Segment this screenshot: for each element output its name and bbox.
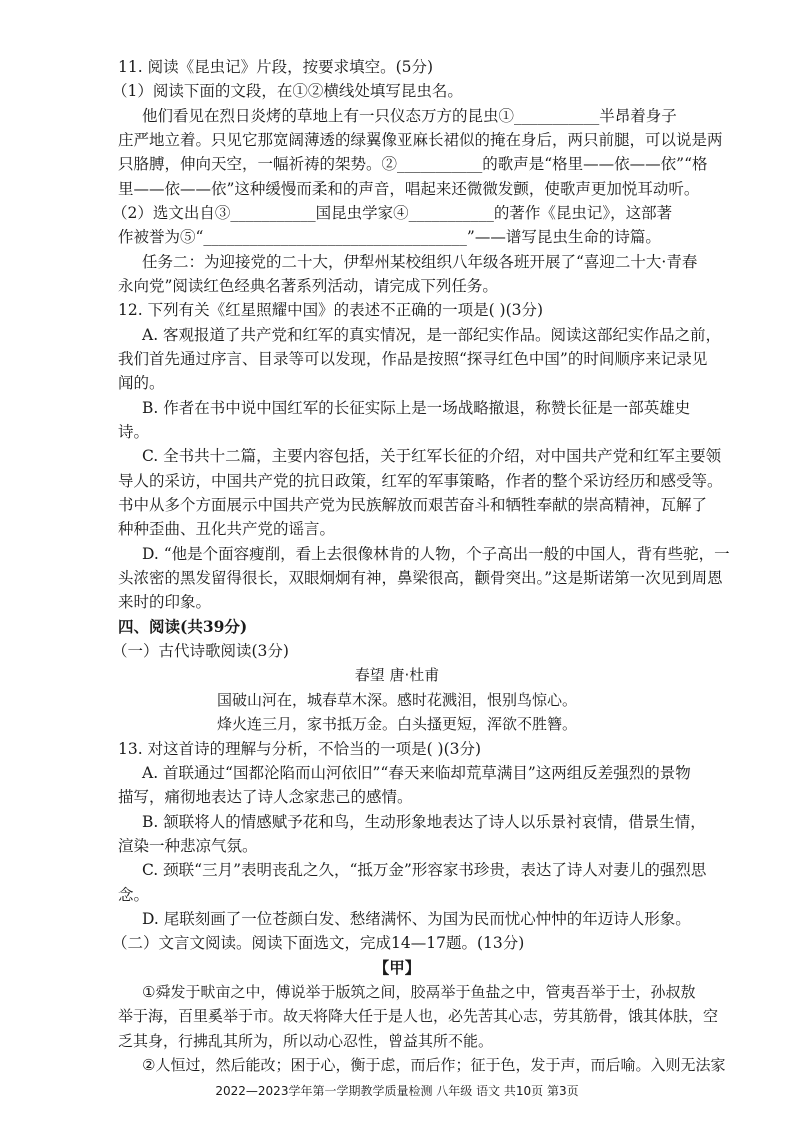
text-line: C. 颈联“三月”表明丧乱之久，“抵万金”形容家书珍贵，表达了诗人对妻儿的强烈思 [142, 861, 707, 879]
text-line: 春望 唐·杜甫 [354, 666, 440, 684]
text-line: 举于海，百里奚举于市。故天将降大任于是人也，必先苦其心志，劳其筋骨，饿其体肤，空 [118, 1007, 719, 1025]
text-line: 13. 对这首诗的理解与分析，不恰当的一项是( )(3分) [118, 740, 482, 758]
page-footer: 2022—2023学年第一学期教学质量检测 八年级 语文 共10页 第3页 [215, 1084, 579, 1098]
text-line: 来时的印象。 [118, 593, 212, 611]
text-line: 国破山河在，城春草木深。感时花溅泪，恨别鸟惊心。 [216, 691, 577, 709]
text-line: 种种歪曲、丑化共产党的谣言。 [118, 520, 336, 538]
text-line: A. 首联通过“国都沦陷而山河依旧”“春天来临却荒草满目”这两组反差强烈的景物 [142, 764, 691, 782]
text-line: 【甲】 [373, 958, 421, 977]
text-line: 导人的采访，中国共产党的抗日政策，红军的军事策略，作者的整个采访经历和感受等。 [118, 472, 723, 490]
text-line: （2）选文出自③___________国昆虫学家④___________的著作《昆虫记》，这部著 [112, 204, 673, 222]
text-line: 头浓密的黑发留得很长，双眼炯炯有神，鼻梁很高，颧骨突出。”这是斯诺第一次见到周恩 [118, 569, 723, 587]
text-line: 11. 阅读《昆虫记》片段，按要求填空。(5分) [118, 58, 434, 76]
text-line: （二）文言文阅读。阅读下面选文，完成14—17题。(13分) [112, 934, 525, 952]
text-line: 描写，痛彻地表达了诗人念家悲己的感情。 [118, 788, 413, 806]
text-line: 我们首先通过序言、目录等可以发现，作品是按照“探寻红色中国”的时间顺序来记录见 [118, 350, 708, 368]
text-line: 渲染一种悲凉气氛。 [118, 837, 258, 855]
text-line: 闻的。 [118, 374, 165, 392]
text-line: D. “他是个面容瘦削，看上去很像林肯的人物，个子高出一般的中国人，背有些驼，一 [142, 545, 730, 563]
text-line: 永向党”阅读红色经典名著系列活动，请完成下列任务。 [118, 277, 498, 295]
text-line: 12. 下列有关《红星照耀中国》的表述不正确的一项是( )(3分) [118, 301, 544, 319]
text-line: B. 颔联将人的情感赋予花和鸟，生动形象地表达了诗人以乐景衬哀情，借景生情， [142, 813, 706, 831]
text-line: ②人恒过，然后能改；困于心，衡于虑，而后作；征于色，发于声，而后喻。入则无法家 [142, 1056, 726, 1074]
text-line: 诗。 [118, 423, 150, 441]
text-line: 书中从多个方面展示中国共产党为民族解放而艰苦奋斗和牺牲奉献的崇高精神，瓦解了 [118, 496, 708, 514]
text-line: 里——依——依”这种缓慢而柔和的声音，唱起来还微微发颤，使歌声更加悦耳动听。 [118, 180, 700, 198]
text-line: 任务二：为迎接党的二十大，伊犁州某校组织八年级各班开展了“喜迎二十大·青春 [142, 253, 698, 271]
text-line: ①舜发于畎亩之中，傅说举于版筑之间，胶鬲举于鱼盐之中，管夷吾举于士，孙叔敖 [142, 983, 696, 1001]
text-line: D. 尾联刻画了一位苍颜白发、愁绪满怀、为国为民而忧心忡忡的年迈诗人形象。 [142, 910, 691, 928]
text-line: （一）古代诗歌阅读(3分) [112, 642, 289, 660]
text-line: 念。 [118, 886, 150, 904]
text-line: 烽火连三月，家书抵万金。白头搔更短，浑欲不胜簪。 [216, 715, 577, 733]
text-line: A. 客观报道了共产党和红军的真实情况，是一部纪实作品。阅读这部纪实作品之前， [142, 326, 722, 344]
text-line: 乏其身，行拂乱其所为，所以动心忍性，曾益其所不能。 [118, 1032, 494, 1050]
text-line: 四、阅读(共39分) [118, 617, 248, 636]
text-line: （1）阅读下面的文段，在①②横线处填写昆虫名。 [112, 82, 463, 100]
text-line: B. 作者在书中说中国红军的长征实际上是一场战略撤退，称赞长征是一部英雄史 [142, 399, 691, 417]
text-line: 庄严地立着。只见它那宽阔薄透的绿翼像亚麻长裙似的掩在身后，两只前腿，可以说是两 [118, 131, 723, 149]
text-line: 作被誉为⑤“__________________________________”——谱写昆虫生命的诗篇。 [118, 228, 661, 246]
text-line: C. 全书共十二篇，主要内容包括，关于红军长征的介绍，对中国共产党和红军主要领 [142, 447, 722, 465]
text-line: 他们看见在烈日炎烤的草地上有一只仪态万方的昆虫①___________半昂着身子 [142, 107, 677, 125]
text-line: 只胳膊，伸向天空，一幅祈祷的架势。②___________的歌声是“格里——依——依”“格 [118, 155, 708, 173]
